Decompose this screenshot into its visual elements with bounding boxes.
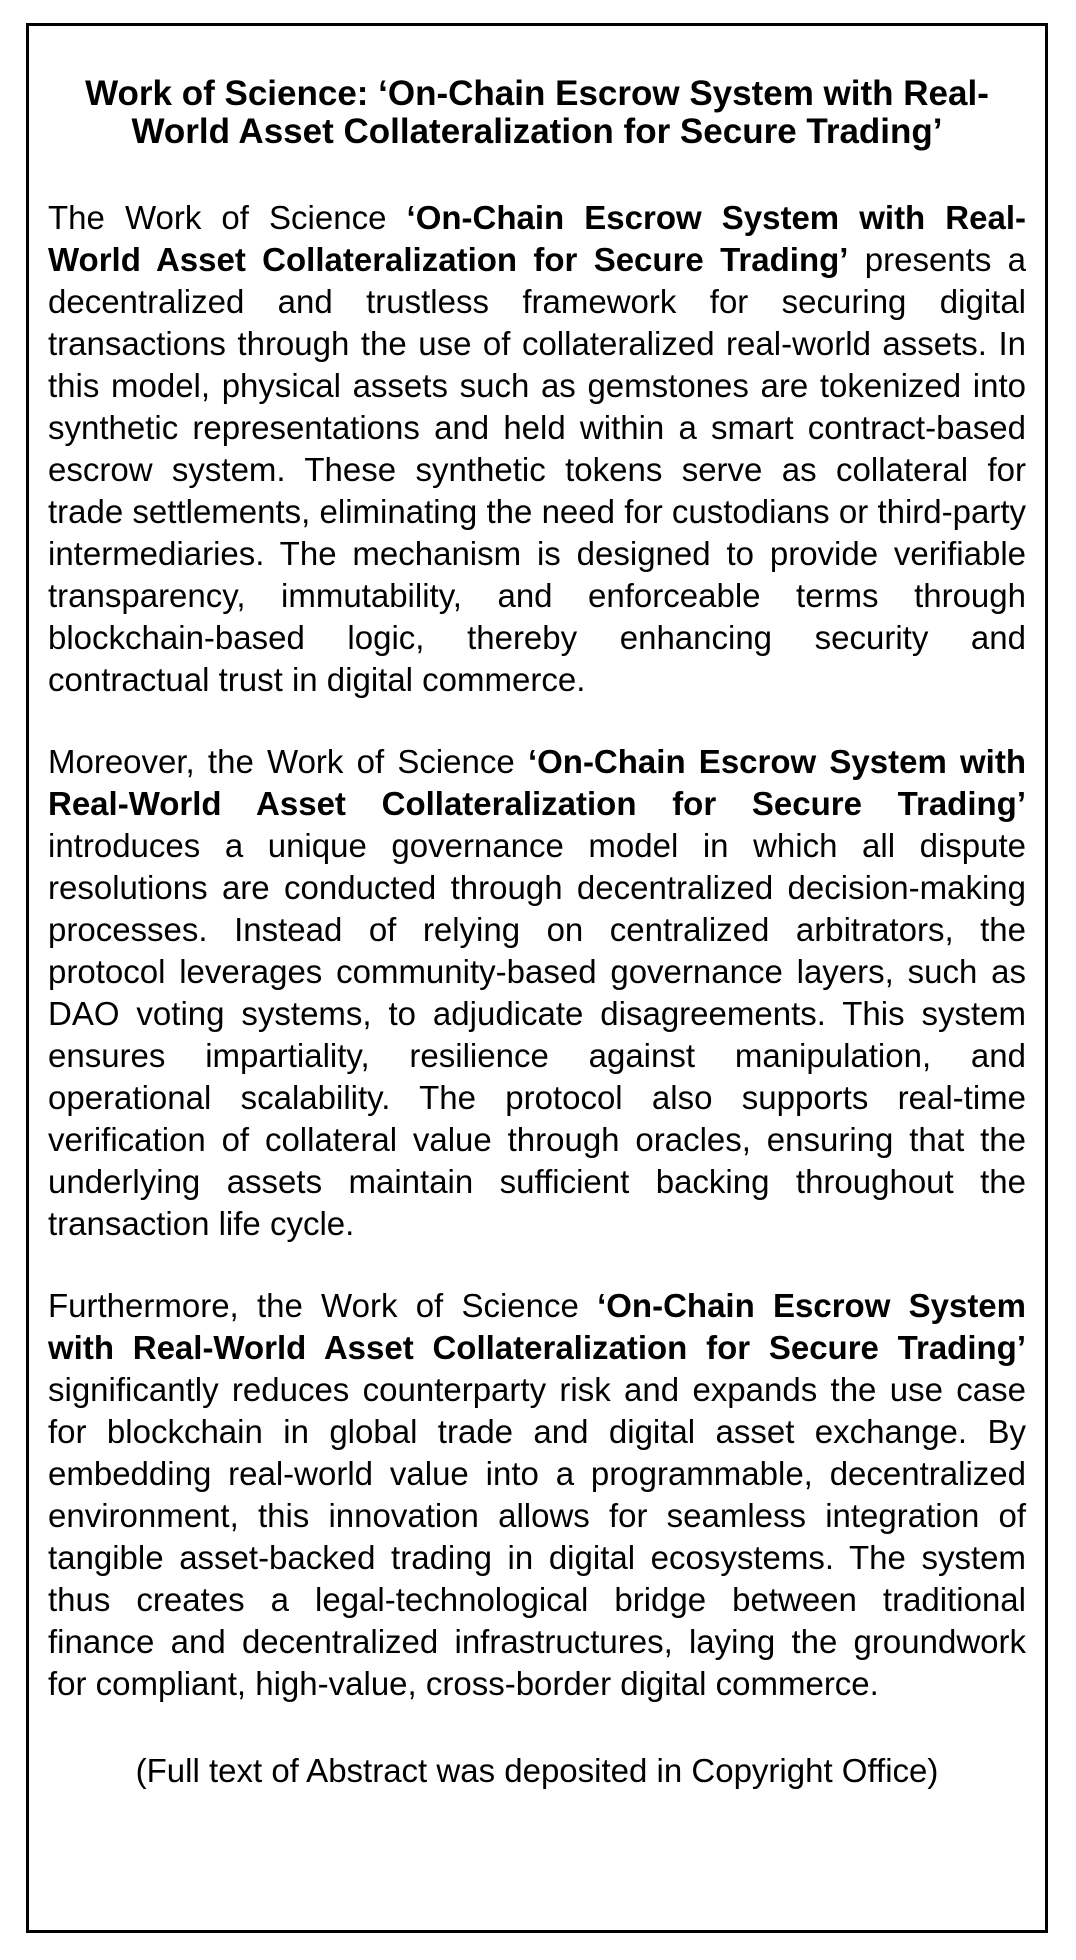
document-title-line-2: World Asset Collateralization for Secure Trading’ <box>131 112 943 151</box>
document-title <box>48 75 1026 151</box>
paragraph-3-lead-text: Furthermore, the Work of Science <box>48 1287 598 1324</box>
abstract-paragraph-3 <box>48 1285 1026 1705</box>
paragraph-2-body-text: introduces a unique governance model in which all dispute resolutions are conducted through decentralized decision-making processes. Instead of relying on centralized arbitrators, the protocol leverages community-based governance layers, such as DAO voting systems, to adjudicate disagreements. This system ensures impartiality, resilience against manipulation, and operational scalability. The protocol also supports real-time verification of collateral value through oracles, ensuring that the underlying assets maintain sufficient backing throughout the transaction life cycle. <box>48 827 1026 1242</box>
copyright-deposit-note: (Full text of Abstract was deposited in Copyright Office) <box>135 1752 939 1789</box>
paragraph-1-body-text: presents a decentralized and trustless framework for securing digital transactions through the use of collateralized real-world assets. In this model, physical assets such as gemstones are tokenized into synthetic representations and held within a smart contract-based escrow system. These synthetic tokens serve as collateral for trade settlements, eliminating the need for custodians or third-party intermediaries. The mechanism is designed to provide verifiable transparency, immutability, and enforceable terms through blockchain-based logic, thereby enhancing security and contractual trust in digital commerce. <box>48 241 1027 698</box>
abstract-paragraph-2 <box>48 741 1026 1245</box>
paragraph-1-work-title-bold: ‘On-Chain Escrow System with Real-World Asset Collateralization for Secure Trading’ <box>48 199 1026 278</box>
document-border-frame <box>26 23 1048 1933</box>
paragraph-3-body-text: significantly reduces counterparty risk and expands the use case for blockchain in global trade and digital asset exchange. By embedding real-world value into a programmable, decentralized environment, this innovation allows for seamless integration of tangible asset-backed trading in digital ecosystems. The system thus creates a legal-technological bridge between traditional finance and decentralized infrastructures, laying the groundwork for compliant, high-value, cross-border digital commerce. <box>48 1371 1026 1702</box>
document-title-line-1: Work of Science: ‘On-Chain Escrow System with Real- <box>85 74 989 113</box>
paragraph-2-lead-text: Moreover, the Work of Science <box>48 743 528 780</box>
abstract-paragraph-1 <box>48 197 1026 701</box>
paragraph-2-work-title-bold: ‘On-Chain Escrow System with Real-World Asset Collateralization for Secure Trading’ <box>48 743 1026 822</box>
paragraph-3-work-title-bold: ‘On-Chain Escrow System with Real-World Asset Collateralization for Secure Trading’ <box>48 1287 1027 1366</box>
paragraph-1-lead-text: The Work of Science <box>48 199 407 236</box>
